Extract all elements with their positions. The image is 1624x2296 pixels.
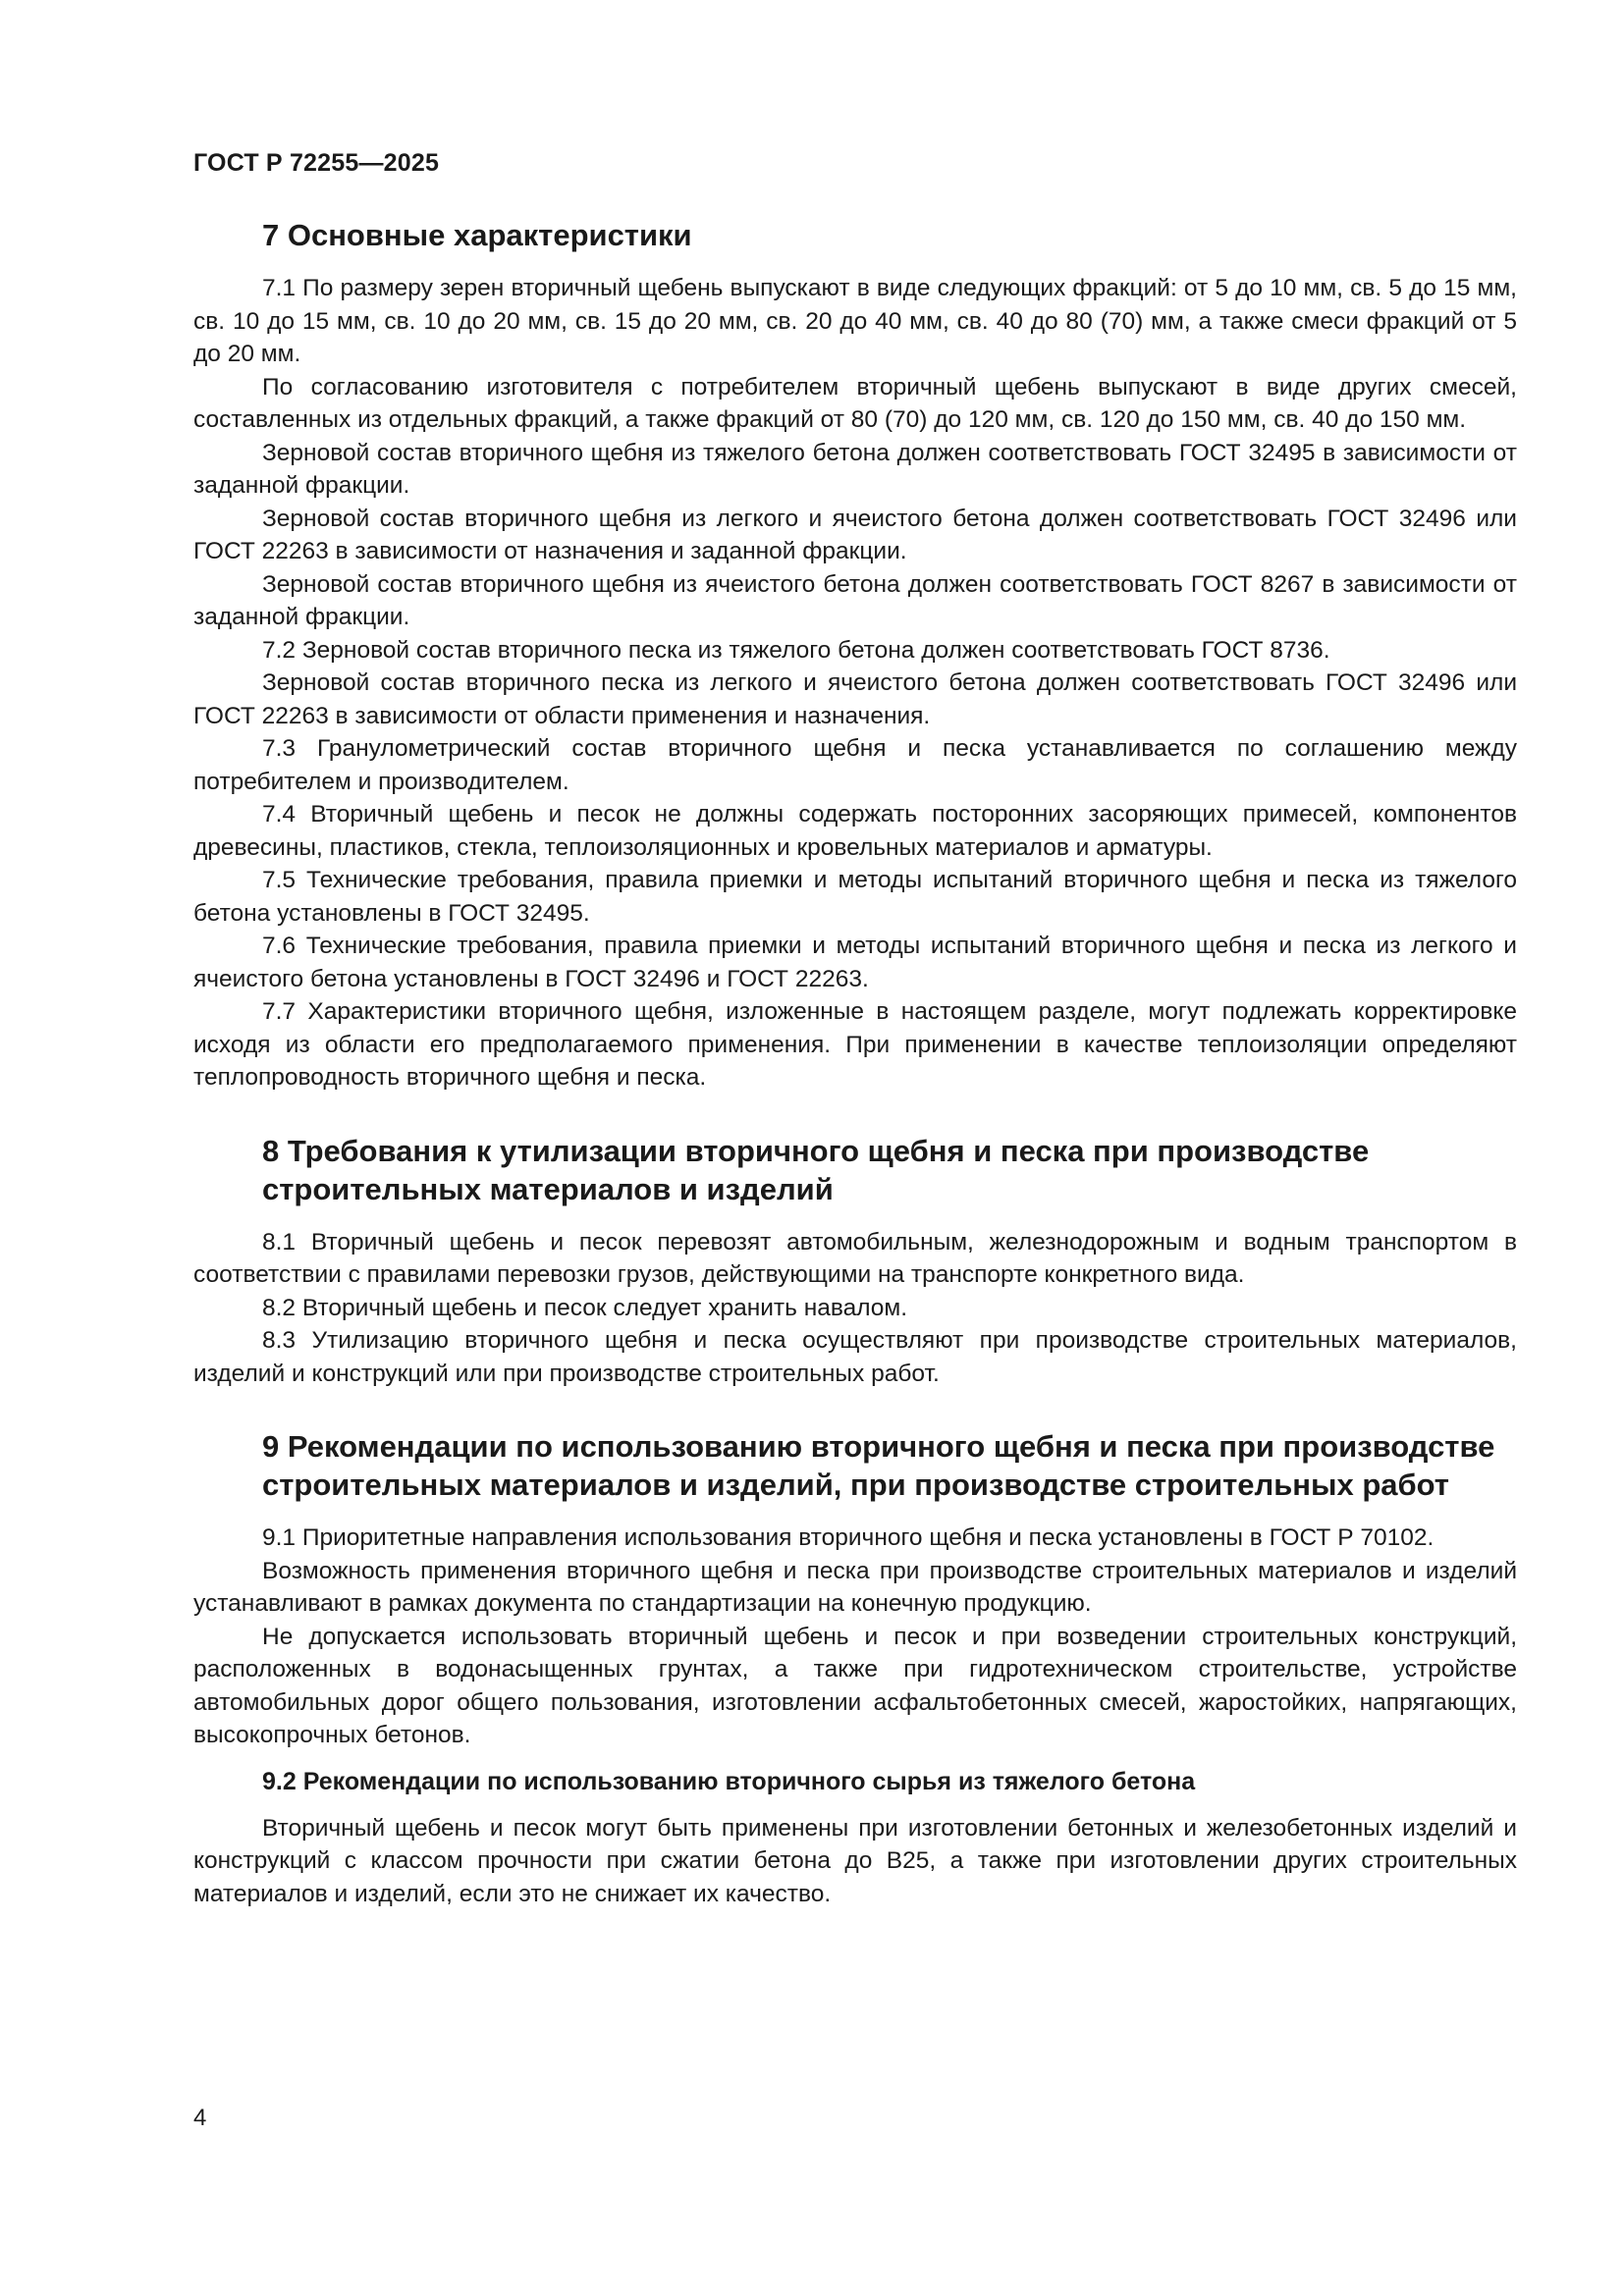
paragraph: 9.1 Приоритетные направления использования вторичного щебня и песка установлены в ГОСТ Р 70102. <box>262 1524 1435 1551</box>
paragraph: Не допускается использовать вторичный щебень и песок и при возведении строительных конструкций, расположенных в водонасыщенных грунтах, а также при гидротехническом строительстве, устройстве автомобильных дорог общего пользования, изготовлении асфальтобетонных смесей, жаростойких, напрягающих, высокопрочных бетонов. <box>193 1623 1517 1748</box>
paragraph: Возможность применения вторичного щебня и песка при производстве строительных материалов и изделий устанавливают в рамках документа по стандартизации на конечную продукцию. <box>193 1557 1517 1617</box>
paragraph: 8.3 Утилизацию вторичного щебня и песка осуществляют при производстве строительных материалов, изделий и конструкций или при производстве строительных работ. <box>193 1327 1517 1387</box>
paragraph: 7.5 Технические требования, правила приемки и методы испытаний вторичного щебня и песка из тяжелого бетона установлены в ГОСТ 32495. <box>193 867 1517 927</box>
paragraph: По согласованию изготовителя с потребителем вторичный щебень выпускают в виде других смесей, составленных из отдельных фракций, а также фракций от 80 (70) до 120 мм, св. 120 до 150 мм, св. 40 до 150 мм. <box>193 373 1517 433</box>
subsection-9-2-title: 9.2 Рекомендации по использованию вторичного сырья из тяжелого бетона <box>262 1767 1196 1795</box>
paragraph: 7.7 Характеристики вторичного щебня, изложенные в настоящем разделе, могут подлежать корректировке исходя из области его предполагаемого применения. При применении в качестве теплоизоляции определяют теплопроводность вторичного щебня и песка. <box>193 998 1517 1091</box>
paragraph: Вторичный щебень и песок могут быть применены при изготовлении бетонных и железобетонных изделий и конструкций с классом прочности при сжатии бетона до В25, а также при изготовлении других строительных материалов и изделий, если это не снижает их качество. <box>193 1814 1517 1907</box>
paragraph: 7.1 По размеру зерен вторичный щебень выпускают в виде следующих фракций: от 5 до 10 мм, св. 5 до 15 мм, св. 10 до 15 мм, св. 10 до 20 мм, св. 15 до 20 мм, св. 20 до 40 мм, св. 40 до 80 (70) мм, а также смеси фракций от 5 до 20 мм. <box>193 275 1517 367</box>
section-8 <box>193 1132 1517 1391</box>
document-content <box>193 216 1517 1910</box>
paragraph: 7.4 Вторичный щебень и песок не должны содержать посторонних засоряющих примесей, компонентов древесины, пластиков, стекла, теплоизоляционных и кровельных материалов и арматуры. <box>193 801 1517 861</box>
section-7 <box>193 216 1517 1095</box>
paragraph: Зерновой состав вторичного песка из легкого и ячеистого бетона должен соответствовать ГОСТ 32496 или ГОСТ 22263 в зависимости от области применения и назначения. <box>193 669 1517 729</box>
document-code: ГОСТ Р 72255—2025 <box>193 149 440 177</box>
section-8-title: 8 Требования к утилизации вторичного щебня и песка при производстве строительных материалов и изделий <box>262 1133 1370 1206</box>
paragraph: 7.3 Гранулометрический состав вторичного щебня и песка устанавливается по соглашению между потребителем и производителем. <box>193 735 1517 795</box>
section-9 <box>193 1427 1517 1910</box>
paragraph: 7.2 Зерновой состав вторичного песка из тяжелого бетона должен соответствовать ГОСТ 8736. <box>262 636 1330 664</box>
page-number: 4 <box>193 2105 207 2131</box>
paragraph: 7.6 Технические требования, правила приемки и методы испытаний вторичного щебня и песка из легкого и ячеистого бетона установлены в ГОСТ 32496 и ГОСТ 22263. <box>193 933 1517 992</box>
section-9-title: 9 Рекомендации по использованию вторичного щебня и песка при производстве строительных материалов и изделий, при производстве строительных работ <box>262 1429 1495 1502</box>
paragraph: Зерновой состав вторичного щебня из ячеистого бетона должен соответствовать ГОСТ 8267 в зависимости от заданной фракции. <box>193 570 1517 630</box>
section-spacer <box>193 1095 1517 1132</box>
paragraph: 8.2 Вторичный щебень и песок следует хранить навалом. <box>262 1294 908 1321</box>
paragraph: Зерновой состав вторичного щебня из тяжелого бетона должен соответствовать ГОСТ 32495 в зависимости от заданной фракции. <box>193 439 1517 499</box>
section-spacer <box>193 1390 1517 1427</box>
paragraph: Зерновой состав вторичного щебня из легкого и ячеистого бетона должен соответствовать ГОСТ 32496 или ГОСТ 22263 в зависимости от назначения и заданной фракции. <box>193 505 1517 564</box>
paragraph: 8.1 Вторичный щебень и песок перевозят автомобильным, железнодорожным и водным транспортом в соответствии с правилами перевозки грузов, действующими на транспорте конкретного вида. <box>193 1228 1517 1288</box>
section-7-title: 7 Основные характеристики <box>262 218 692 252</box>
